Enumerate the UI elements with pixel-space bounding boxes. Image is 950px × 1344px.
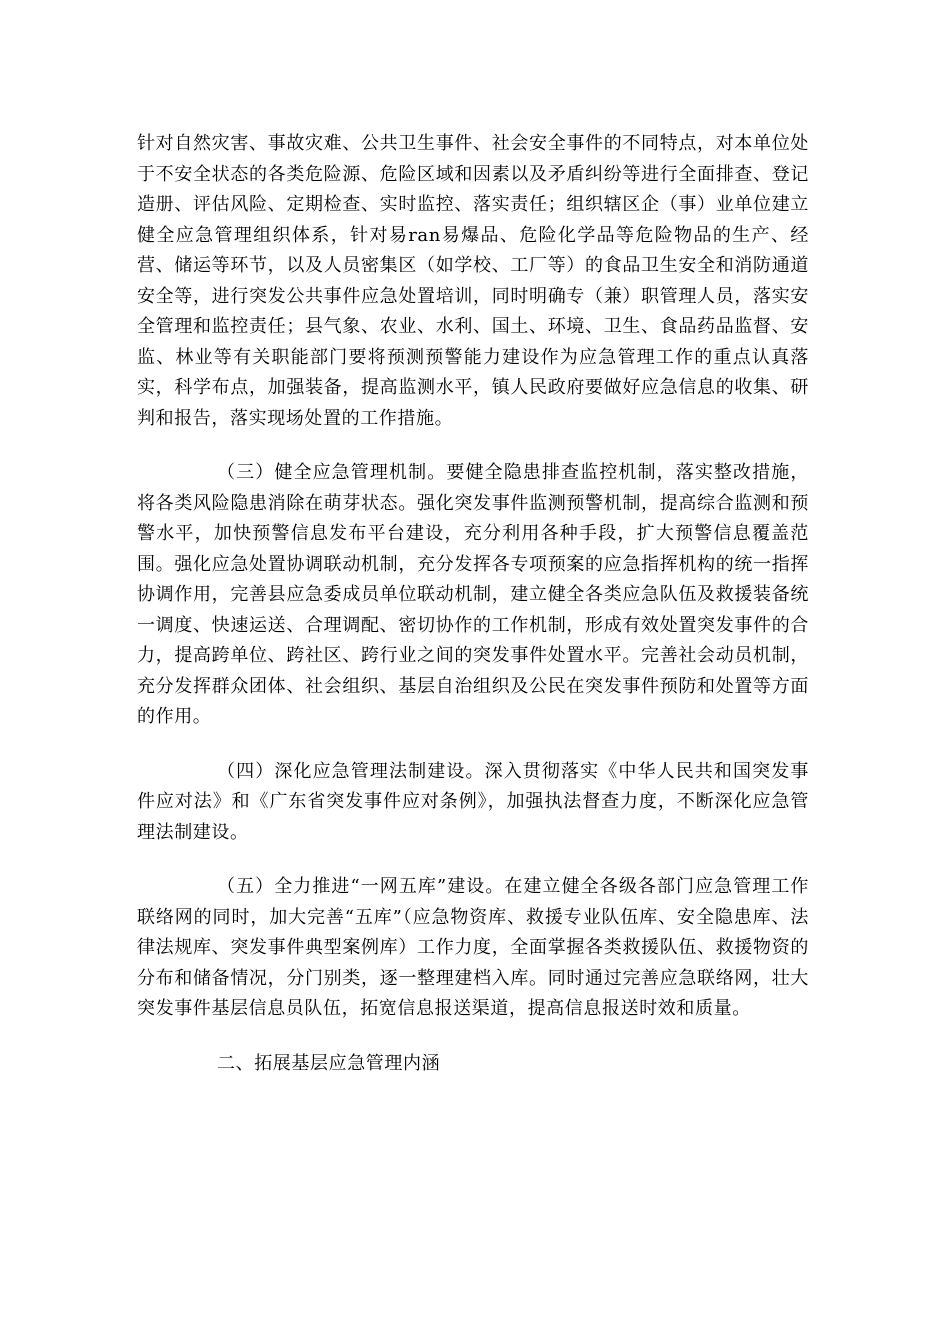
paragraph-network-database: （五）全力推进“一网五库”建设。在建立健全各级各部门应急管理工作联络网的同时，加大完善“五库”（应急物资库、救援专业队伍库、安全隐患库、法律法规库、突发事件典型案例库）工作力度，全面掌握各类救援队伍、救援物资的分布和储备情况，分门别类，逐一整理建档入库。同时通过完善应急联络网，壮大突发事件基层信息员队伍，拓宽信息报送渠道，提高信息报送时效和质量。 (137, 876, 809, 1019)
paragraph-legal-system: （四）深化应急管理法制建设。深入贯彻落实《中华人民共和国突发事件应对法》和《广东省突发事件应对条例》，加强执法督查力度，不断深化应急管理法制建设。 (137, 760, 809, 843)
section-heading: 二、拓展基层应急管理内涵 (217, 1052, 441, 1074)
document-body (137, 129, 809, 1079)
paragraph-risk-monitoring: 针对自然灾害、事故灾难、公共卫生事件、社会安全事件的不同特点，对本单位处于不安全状态的各类危险源、危险区域和因素以及矛盾纠纷等进行全面排查、登记造册、评估风险、定期检查、实时监控、落实责任；组织辖区企（事）业单位建立健全应急管理组织体系，针对易ran易爆品、危险化学品等危险物品的生产、经营、储运等环节，以及人员密集区（如学校、工厂等）的食品卫生安全和消防通道安全等，进行突发公共事件应急处置培训，同时明确专（兼）职管理人员，落实安全管理和监控责任；县气象、农业、水利、国土、环境、卫生、食品药品监督、安监、林业等有关职能部门要将预测预警能力建设作为应急管理工作的重点认真落实，科学布点，加强装备，提高监测水平，镇人民政府要做好应急信息的收集、研判和报告，落实现场处置的工作措施。 (137, 133, 809, 429)
paragraph-mechanism: （三）健全应急管理机制。要健全隐患排查监控机制，落实整改措施，将各类风险隐患消除在萌芽状态。强化突发事件监测预警机制，提高综合监测和预警水平，加快预警信息发布平台建设，充分利用各种手段，扩大预警信息覆盖范围。强化应急处置协调联动机制，充分发挥各专项预案的应急指挥机构的统一指挥协调作用，完善县应急委成员单位联动机制，建立健全各类应急队伍及救援装备统一调度、快速运送、合理调配、密切协作的工作机制，形成有效处置突发事件的合力，提高跨单位、跨社区、跨行业之间的突发事件处置水平。完善社会动员机制，充分发挥群众团体、社会组织、基层自治组织及公民在突发事件预防和处置等方面的作用。 (137, 462, 809, 727)
